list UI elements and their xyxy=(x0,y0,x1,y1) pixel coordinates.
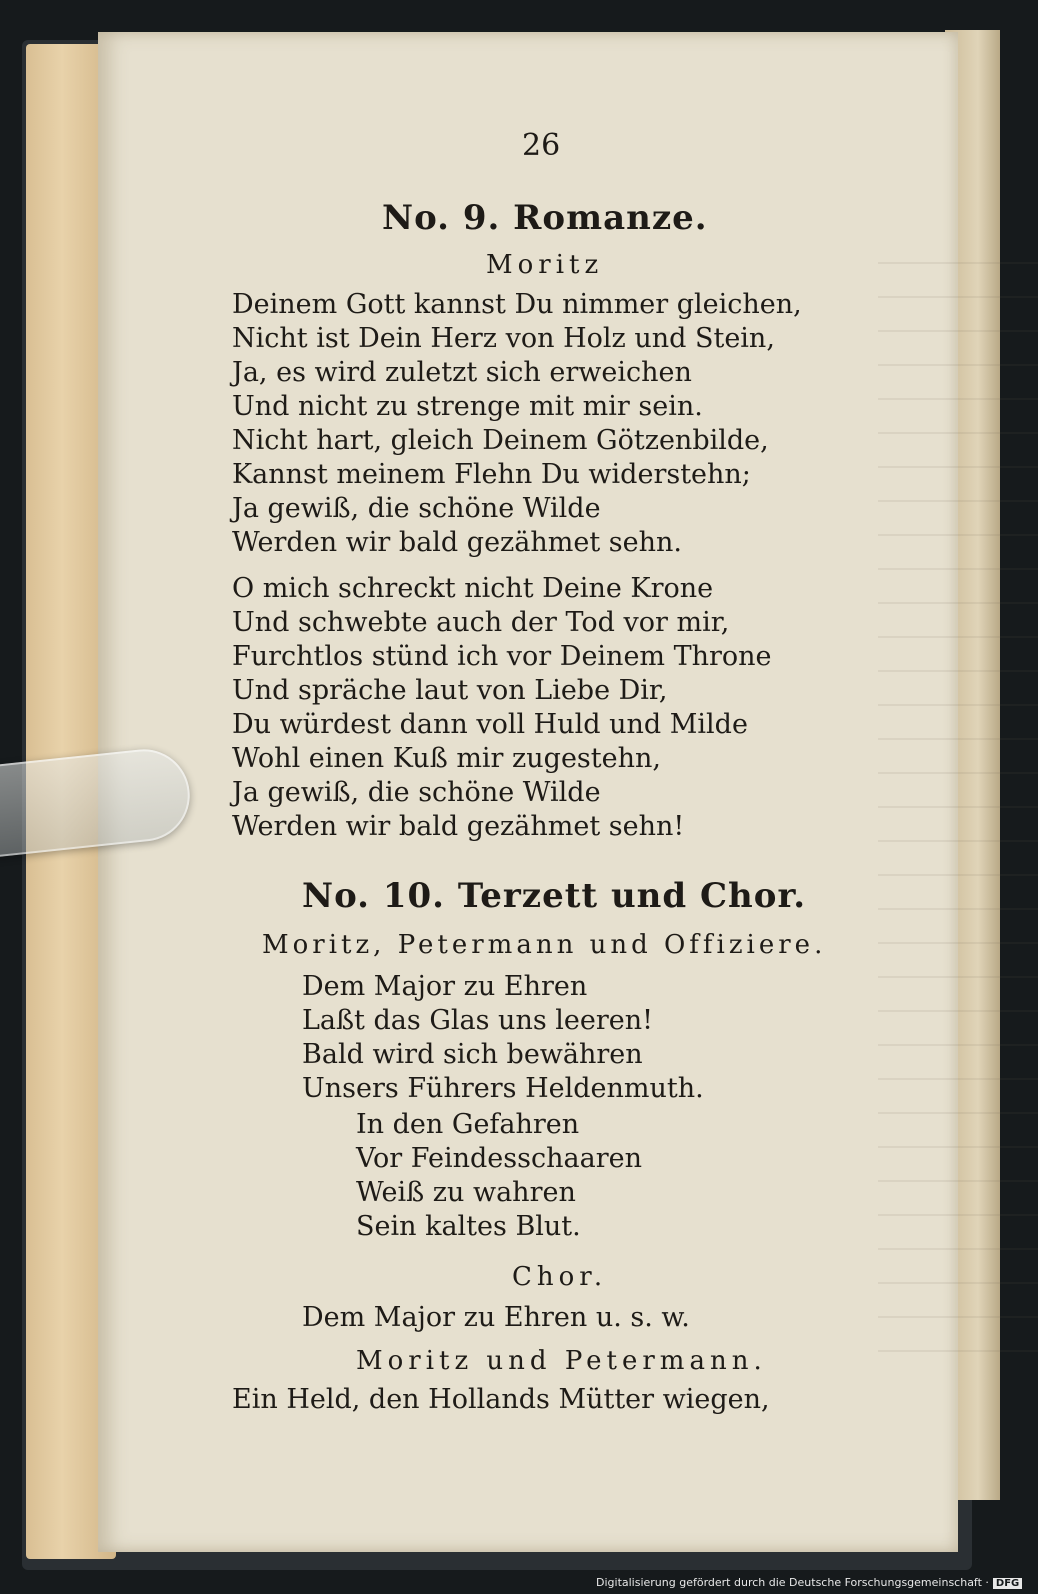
verse-line: Bald wird sich bewähren xyxy=(302,1039,643,1070)
verse-line: Deinem Gott kannst Du nimmer gleichen, xyxy=(232,289,802,320)
verse-line-last: Ein Held, den Hollands Mütter wiegen, xyxy=(232,1384,770,1415)
stanza-4 xyxy=(356,1108,642,1244)
verse-line: Unsers Führers Heldenmuth. xyxy=(302,1073,704,1104)
speaker-group: Moritz, Petermann und Offiziere. xyxy=(262,930,827,960)
verse-line: Wohl einen Kuß mir zugestehn, xyxy=(232,743,661,774)
section-heading-romanze: No. 9. Romanze. xyxy=(382,198,708,238)
verse-line: Weiß zu wahren xyxy=(356,1177,576,1208)
digitization-credit xyxy=(596,1576,1022,1589)
verse-line: Furchtlos stünd ich vor Deinem Throne xyxy=(232,641,772,672)
verse-line: Werden wir bald gezähmet sehn! xyxy=(232,811,685,842)
verse-line: Kannst meinem Flehn Du widerstehn; xyxy=(232,459,751,490)
verse-line: O mich schreckt nicht Deine Krone xyxy=(232,573,714,604)
verse-line: Nicht ist Dein Herz von Holz und Stein, xyxy=(232,323,775,354)
verse-line: In den Gefahren xyxy=(356,1109,580,1140)
verse-line: Ja gewiß, die schöne Wilde xyxy=(232,777,601,808)
verse-line: Du würdest dann voll Huld und Milde xyxy=(232,709,748,740)
verse-line: Und spräche laut von Liebe Dir, xyxy=(232,675,668,706)
verse-line: Dem Major zu Ehren xyxy=(302,971,588,1002)
verse-line: Ja gewiß, die schöne Wilde xyxy=(232,493,601,524)
verse-line: Ja, es wird zuletzt sich erweichen xyxy=(232,357,692,388)
verse-line: Und nicht zu strenge mit mir sein. xyxy=(232,391,703,422)
speaker-moritz-petermann: Moritz und Petermann. xyxy=(356,1346,767,1376)
verse-line: Nicht hart, gleich Deinem Götzenbilde, xyxy=(232,425,769,456)
verse-line: Werden wir bald gezähmet sehn. xyxy=(232,527,682,558)
chor-verse-line: Dem Major zu Ehren u. s. w. xyxy=(302,1302,690,1333)
page-number: 26 xyxy=(522,128,561,163)
speaker-moritz: Moritz xyxy=(486,250,604,280)
dfg-logo: DFG xyxy=(993,1578,1022,1589)
credit-text: Digitalisierung gefördert durch die Deutsche Forschungsgemeinschaft · xyxy=(596,1576,989,1589)
speaker-chor: Chor. xyxy=(512,1262,608,1292)
verse-line: Laßt das Glas uns leeren! xyxy=(302,1005,653,1036)
stanza-2 xyxy=(232,572,772,844)
stanza-1 xyxy=(232,288,802,560)
verse-line: Und schwebte auch der Tod vor mir, xyxy=(232,607,730,638)
show-through-text xyxy=(878,262,1038,1362)
verse-line: Sein kaltes Blut. xyxy=(356,1211,581,1242)
section-heading-terzett: No. 10. Terzett und Chor. xyxy=(302,876,807,916)
stanza-3 xyxy=(302,970,704,1106)
verse-line: Vor Feindesschaaren xyxy=(356,1143,642,1174)
